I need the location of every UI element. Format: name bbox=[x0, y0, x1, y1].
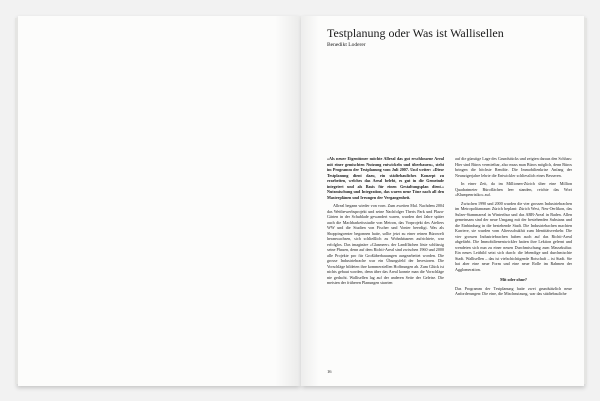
body-paragraph: Allreal begann wieder von vorn. Zum zweiten Mal. Nachdem 2004 das Wettbewerbsprojekt und seine Nachfolger Theris Park und Plaza-Gärten in der Schublade gewandert waren, wurden drei Jahre später auch die Machbarkeitsstudie von Metron, das Vorprojekt des Ateliers WW und die Studien von Fischer und Vonier beerdigt. Was als Shoppingcenter begonnen hatte, sollte jetzt zu einer reinen Bürowelt heranwachsen, sich schließlich zu Wohnhäusern aufrichtete, war erfolglos. Das imaginäre «Glasmeer» der Landflächen löste schlüssig seine Phasen, denn auf dem Richti-Areal sind zwischen 1960 und 2000 alle Projekte pro für Großüberbauungen ausgearbeitet worden. Die grosse Industriebrache war ein Übungsfeld der Investoren. Die Vorschläge bildeten ihre kommerziellen Hoffnungen ab. Zum Glück ist nichts gebaut worden, denn über das Areal konnte man die Vorschläge nie gedacht. Wallisellen lag auf der anderen Seite der Geleise. Die meisten der früheren Planungen starrten bbox=[327, 203, 444, 285]
text-column-2 bbox=[455, 156, 572, 297]
article-author: Benedikt Loderer bbox=[327, 42, 366, 48]
book-spread bbox=[18, 16, 584, 386]
lead-paragraph: «Als neuer Eigentümer möchte Allreal das gut erschlossene Areal mit einer gemischten Nutzung entwickeln und überbauen», steht im Programm der Testplanung vom Juli 2007. Und weiter: «Diese Testplanung dient dazu, ein städtebauliches Konzept zu erarbeiten, welches das Areal belebt, es gut in die Gemeinde integriert und als Basis für einen Gestaltungsplan dient.» Nutzmischung und Integration, das waren neue Töne nach all den Masterplänen und Irrungen der Vergangenheit. bbox=[327, 156, 444, 200]
body-paragraph: Zwischen 1990 und 2000 wurden die vier grossen Industriebrachen im Metropolitanraum Zürich beplant: Zürich West, Neu-Oerlikon, das Sulzer-Stammareal in Winterthur und das ABB-Areal in Baden. Allen gemeinsam sind der neue Umgang mit der bestehenden Substanz und die Einbindung in die bestehende Stadt. Die Industriebachen machten Karriere, sie wurden vom Altersschukhit zum Identitätsverkehr. Die vier grossen Industriebrachen haben auch auf das Richti-Areal abgefärbt. Die Immobilienentwickler hatten ihre Lektion gelernt und wendeten sich nun zu einer neuen Durchmischung zum Massekultur. Ein neues Leitbild setzt sich durch: die lebendige und durchmischte Stadt. Wallisellen – das ist vielschichtigende Botschaft – ist Stadt. Sie hat aber eine neue Form und eine neue Rolle im Rahmen der Agglomeration. bbox=[455, 200, 572, 272]
article-title: Testplanung oder Was ist Wallisellen bbox=[327, 26, 504, 40]
left-page bbox=[18, 16, 301, 386]
left-page-edge bbox=[15, 18, 18, 384]
right-page-edge bbox=[584, 18, 587, 384]
body-paragraph: Das Programm der Testplanung hatte zwei grundsätzlich neue Anforderungen: Die eine, die Mischnutzung, war das städtebauliche bbox=[455, 285, 572, 296]
text-column-1 bbox=[327, 156, 444, 286]
body-paragraph: In einer Zeit, da im Millionen-Zürich über eine Million Quadratmeter Büroflächen leer standen, reichte das Wort «Klumpenrisiko» auf. bbox=[455, 181, 572, 197]
page-number: 16 bbox=[327, 369, 332, 374]
body-paragraph: auf die günstige Lage des Grundstücks und zeigten daraus den Schluss: Hier sind Büros vermietbar, also muss man Büros möglich, denn Büros bringen die höchste Rendite. Die Immobilienkrise Anfang der Neunzigerjahre lehrte die Entwickler schliesslich eines Besseren. bbox=[455, 156, 572, 178]
right-page bbox=[301, 16, 584, 386]
section-subheading: Mit oder ohne? bbox=[500, 277, 527, 282]
